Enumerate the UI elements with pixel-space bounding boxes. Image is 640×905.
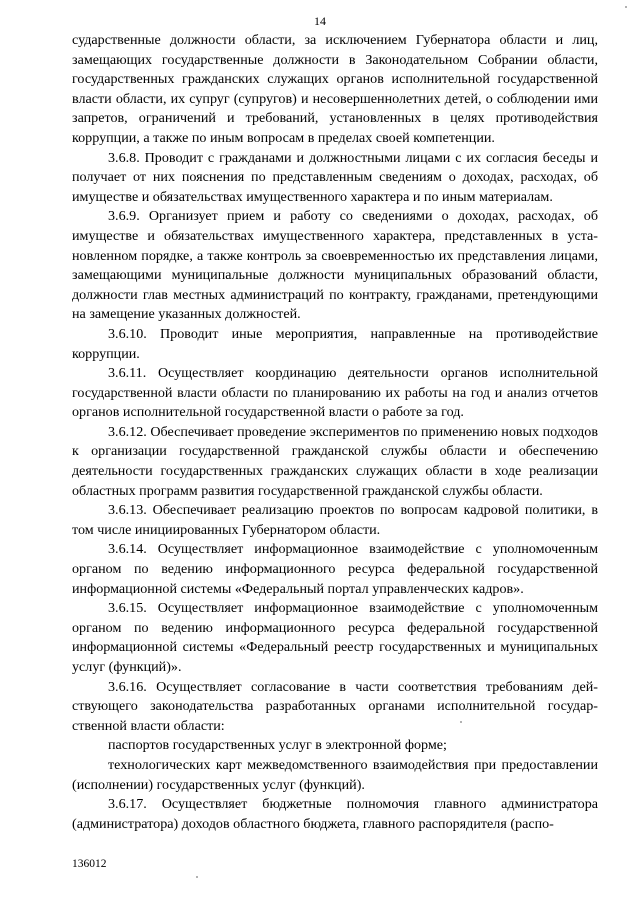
list-item-service-passports: паспортов государственных услуг в электронной форме; (108, 737, 447, 754)
paragraph-3-6-15: 3.6.15. Осуществляет информационное взаимодействие с уполномоченным органом по ведению информационного ресурса федеральной государственной информационной системы «Федеральный реестр государственных и муниципальных услуг (функций)». (72, 600, 598, 675)
scan-speck (196, 876, 198, 878)
paragraph-3-6-14: 3.6.14. Осуществляет информационное взаимодействие с уполномоченным органом по ведению информационного ресурса федеральной государственной информационной системы «Федеральный портал управленческих кадров». (72, 541, 598, 597)
document-code: 136012 (72, 858, 107, 870)
scan-speck (625, 6, 627, 8)
paragraph-3-6-8: 3.6.8. Проводит с гражданами и должностными лицами с их согласия беседы и получает от них пояснения по представленным сведениям о доходах, расходах, об имуществе и обязательствах имущественного характера и по иным материалам. (72, 149, 598, 205)
paragraph-3-6-17: 3.6.17. Осуществляет бюджетные полномочия главного администратора (администратора) доходов областного бюджета, главного распорядителя (распо- (72, 796, 598, 832)
paragraph-3-6-13: 3.6.13. Обеспечивает реализацию проектов по вопросам кадровой политики, в том числе инициированных Губернатором области. (72, 502, 598, 538)
paragraph-continuation: сударственные должности области, за исключением Губернатора области и лиц, замещающих государственные должности в Законодательном Собрании области, государственных гражданских служащих органов исполнительной государственной власти области, их супруг (супругов) и несовершеннолетних детей, о соблюдении ими запретов, ограничений и требований, установленных в целях противодействия коррупции, а также по иным вопросам в пределах своей компетенции. (72, 32, 598, 146)
paragraph-3-6-11: 3.6.11. Осуществляет координацию деятельности органов исполнительной государственной власти области по планированию их работы на год и анализ отчетов органов исполнительной государственной власти о работе за год. (72, 365, 598, 421)
paragraph-3-6-12: 3.6.12. Обеспечивает проведение экспериментов по применению новых подходов к организации государственной гражданской службы области и обеспечению деятельности государственных гражданских служащих области в ходе реализации областных программ развития государственной гражданской службы области. (72, 423, 598, 499)
list-item-technological-maps: технологических карт межведомственного взаимодействия при предоставлении (исполнении) государственных услуг (функций). (72, 756, 598, 793)
paragraph-3-6-9: 3.6.9. Организует прием и работу со сведениями о доходах, расходах, об имуществе и обязательствах имущественного характера, представленных в установленном порядке, а также контроль за своевременностью их представления лицами, замещающими муниципальные должности муниципальных образований области, должности глав местных администраций по контракту, гражданами, претендующими на замещение указанных должностей. (72, 208, 598, 323)
scan-speck (460, 721, 462, 723)
paragraph-3-6-16: 3.6.16. Осуществляет согласование в части соответствия требованиям действующего законодательства разработанных органами исполнительной государственной власти области: (72, 678, 598, 734)
paragraph-3-6-10: 3.6.10. Проводит иные мероприятия, направленные на противодействие коррупции. (72, 325, 598, 362)
page-number: 14 (314, 14, 326, 28)
body-text (72, 31, 598, 834)
